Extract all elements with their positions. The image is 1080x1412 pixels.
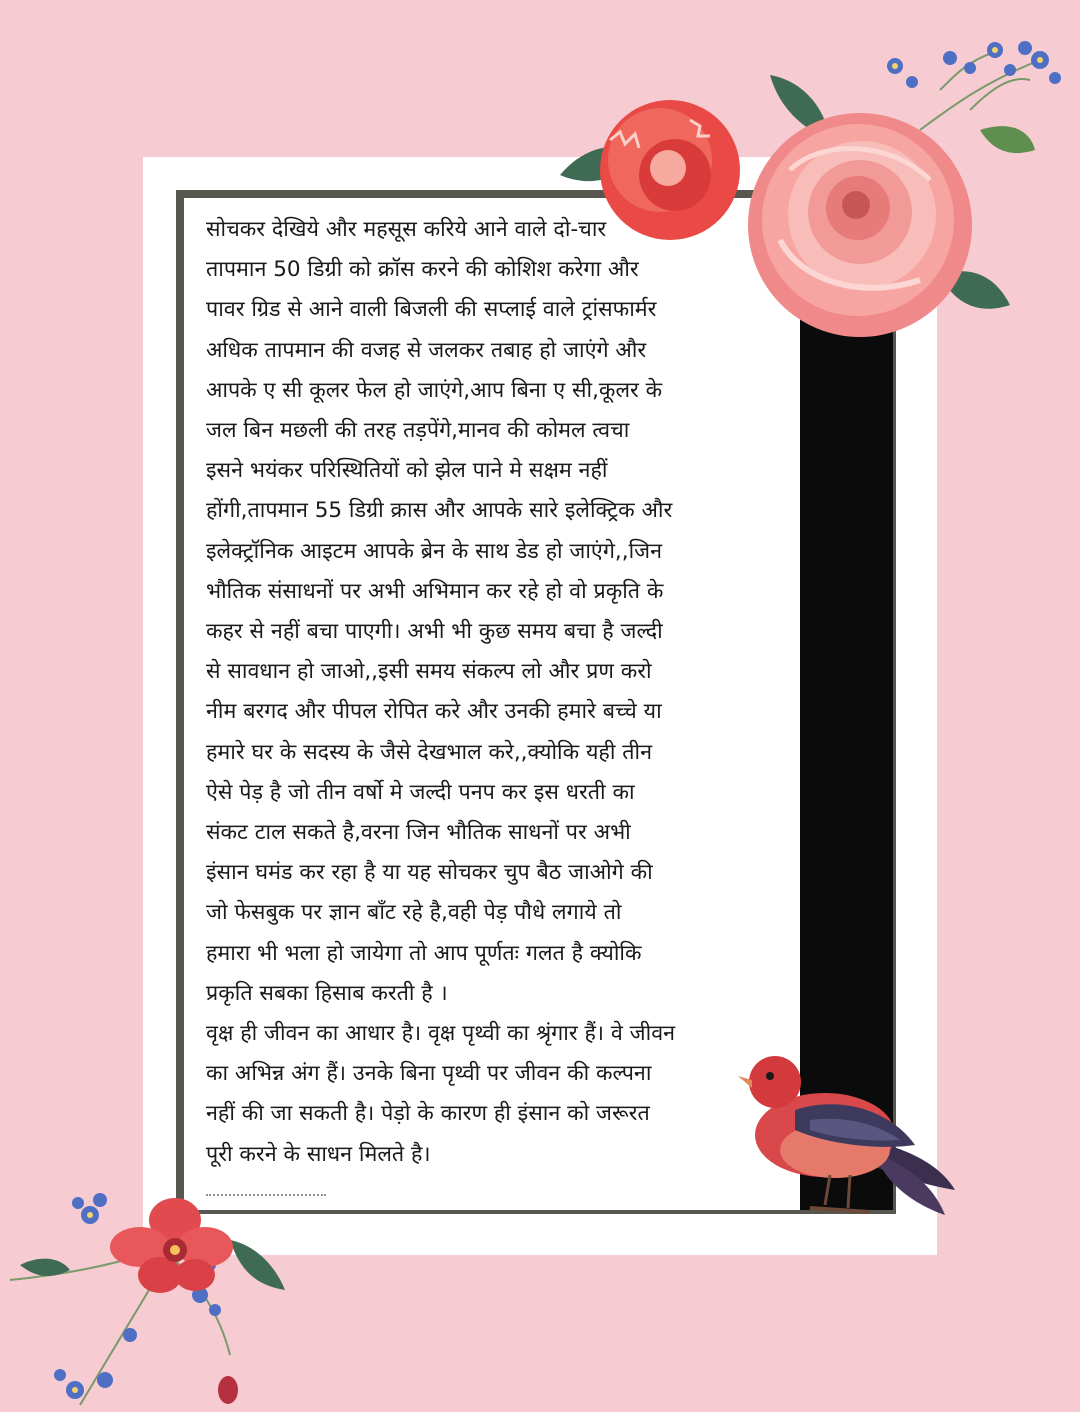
text-line: अधिक तापमान की वजह से जलकर तबाह हो जाएंगे और [206, 337, 647, 363]
text-line: इसने भयंकर परिस्थितियों को झेल पाने मे सक्षम नहीं [206, 458, 608, 484]
text-line: पावर ग्रिड से आने वाली बिजली की सप्लाई वाले ट्रांसफार्मर [206, 297, 657, 323]
text-line: इलेक्ट्रॉनिक आइटम आपके ब्रेन के साथ डेड हो जाएंगे,,जिन [206, 538, 663, 564]
text-line: नहीं की जा सकती है। पेड़ो के कारण ही इंसान को जरूरत [206, 1101, 650, 1127]
text-paper [184, 198, 800, 1210]
text-line: कहर से नहीं बचा पाएगी। अभी भी कुछ समय बचा है जल्दी [206, 619, 663, 645]
red-flower-corner-illustration [0, 1185, 300, 1412]
text-line: इंसान घमंड कर रहा है या यह सोचकर चुप बैठ जाओगे की [206, 860, 653, 886]
text-line: सोचकर देखिये और महसूस करिये आने वाले दो-चार [206, 217, 607, 242]
text-line: जल बिन मछली की तरह तड़पेंगे,मानव की कोमल त्वचा [206, 418, 630, 444]
text-line: हमारे घर के सदस्य के जैसे देखभाल करे,,क्योकि यही तीन [206, 739, 653, 765]
text-line: जो फेसबुक पर ज्ञान बाँट रहे है,वही पेड़ पौधे लगाये तो [206, 900, 622, 926]
text-line: तापमान 50 डिग्री को क्रॉस करने की कोशिश करेगा और [206, 257, 639, 283]
text-line: होंगी,तापमान 55 डिग्री क्रास और आपके सारे इलेक्ट्रिक और [206, 498, 673, 524]
text-line: हमारा भी भला हो जायेगा तो आप पूर्णतः गलत है क्योकि [206, 940, 642, 966]
text-line: से सावधान हो जाओ,,इसी समय संकल्प लो और प्रण करो [206, 659, 652, 685]
article-text [206, 210, 798, 1175]
text-line: वृक्ष ही जीवन का आधार है। वृक्ष पृथ्वी का श्रृंगार हैं। वे जीवन [206, 1021, 676, 1047]
text-line: का अभिन्न अंग हैं। उनके बिना पृथ्वी पर जीवन की कल्पना [206, 1061, 652, 1087]
red-bird-illustration [730, 1040, 960, 1230]
text-line: प्रकृति सबका हिसाब करती है । [206, 980, 448, 1006]
rose-bouquet-illustration [540, 20, 1080, 340]
text-line: आपके ए सी कूलर फेल हो जाएंगे,आप बिना ए सी,कूलर के [206, 377, 663, 403]
text-line: ऐसे पेड़ है जो तीन वर्षो मे जल्दी पनप कर इस धरती का [206, 779, 635, 805]
text-line: संकट टाल सकते है,वरना जिन भौतिक साधनों पर अभी [206, 820, 631, 846]
text-line: पूरी करने के साधन मिलते है। [206, 1141, 431, 1167]
text-line: भौतिक संसाधनों पर अभी अभिमान कर रहे हो वो प्रकृति के [206, 578, 664, 604]
text-line: नीम बरगद और पीपल रोपित करे और उनकी हमारे बच्चे या [206, 699, 662, 725]
